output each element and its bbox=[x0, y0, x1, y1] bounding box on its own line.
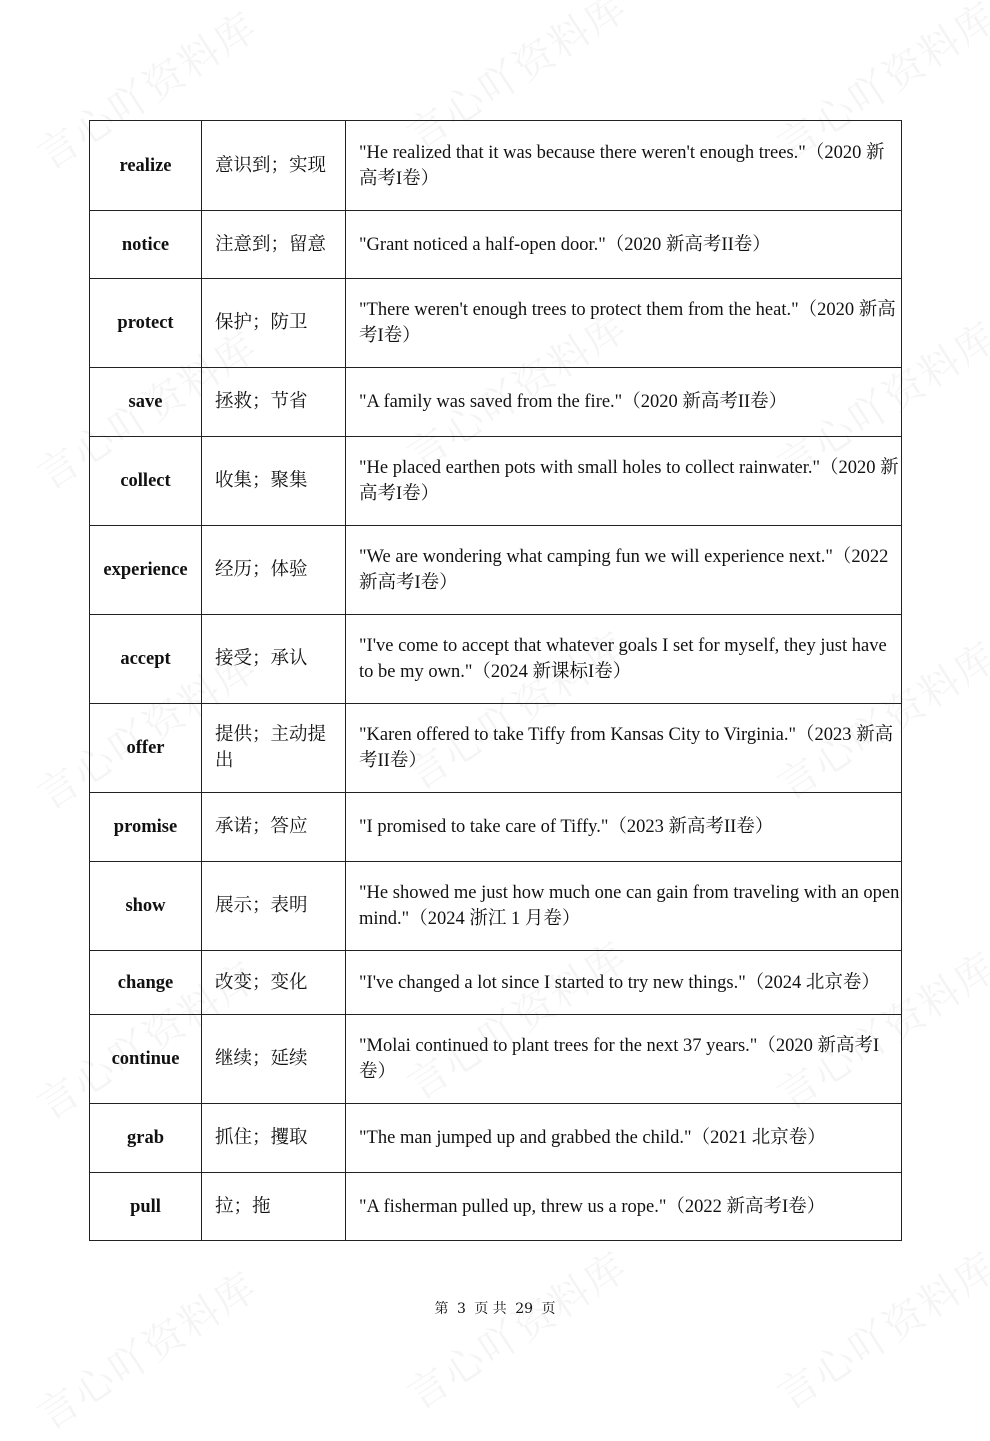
example-cell: "Grant noticed a half-open door."（2020 新高考II卷） bbox=[346, 211, 902, 279]
example-cell: "He placed earthen pots with small holes to collect rainwater."（2020 新高考I卷） bbox=[346, 437, 902, 526]
word-cell: realize bbox=[90, 121, 202, 211]
watermark-text bbox=[25, 1256, 267, 1441]
table-row bbox=[90, 1104, 902, 1173]
table-row bbox=[90, 437, 902, 526]
word-cell: save bbox=[90, 368, 202, 437]
word-cell: collect bbox=[90, 437, 202, 526]
word-cell: experience bbox=[90, 526, 202, 615]
table-row bbox=[90, 279, 902, 368]
meaning-cell: 改变；变化 bbox=[202, 951, 346, 1015]
table-row bbox=[90, 1015, 902, 1104]
meaning-cell: 注意到；留意 bbox=[202, 211, 346, 279]
page-footer-middle: 页 共 bbox=[474, 1301, 507, 1317]
word-cell: grab bbox=[90, 1104, 202, 1173]
example-cell: "I promised to take care of Tiffy."（2023 新高考II卷） bbox=[346, 793, 902, 862]
page-total: 29 bbox=[515, 1301, 534, 1317]
page-number: 3 bbox=[456, 1301, 466, 1317]
page-footer-prefix: 第 bbox=[434, 1301, 449, 1317]
meaning-cell: 继续；延续 bbox=[202, 1015, 346, 1104]
table-row bbox=[90, 615, 902, 704]
table-row bbox=[90, 704, 902, 793]
vocabulary-table bbox=[89, 120, 902, 1241]
meaning-cell: 接受；承认 bbox=[202, 615, 346, 704]
meaning-cell: 保护；防卫 bbox=[202, 279, 346, 368]
meaning-cell: 抓住；攫取 bbox=[202, 1104, 346, 1173]
meaning-cell: 承诺；答应 bbox=[202, 793, 346, 862]
example-cell: "I've changed a lot since I started to try new things."（2024 北京卷） bbox=[346, 951, 902, 1015]
table-row bbox=[90, 951, 902, 1015]
watermark-text bbox=[765, 1236, 990, 1421]
example-cell: "The man jumped up and grabbed the child."（2021 北京卷） bbox=[346, 1104, 902, 1173]
example-cell: "Molai continued to plant trees for the next 37 years."（2020 新高考I卷） bbox=[346, 1015, 902, 1104]
word-cell: protect bbox=[90, 279, 202, 368]
word-cell: notice bbox=[90, 211, 202, 279]
example-cell: "He showed me just how much one can gain from traveling with an open mind."（2024 浙江 1 月卷） bbox=[346, 862, 902, 951]
page-footer-suffix: 页 bbox=[541, 1301, 556, 1317]
example-cell: "A family was saved from the fire."（2020 新高考II卷） bbox=[346, 368, 902, 437]
table-row bbox=[90, 526, 902, 615]
table-row bbox=[90, 211, 902, 279]
meaning-cell: 拯救；节省 bbox=[202, 368, 346, 437]
watermark-text bbox=[395, 1236, 637, 1421]
meaning-cell: 意识到；实现 bbox=[202, 121, 346, 211]
meaning-cell: 拉；拖 bbox=[202, 1173, 346, 1241]
word-cell: promise bbox=[90, 793, 202, 862]
example-cell: "He realized that it was because there weren't enough trees."（2020 新高考I卷） bbox=[346, 121, 902, 211]
table-row bbox=[90, 368, 902, 437]
word-cell: pull bbox=[90, 1173, 202, 1241]
word-cell: offer bbox=[90, 704, 202, 793]
word-cell: accept bbox=[90, 615, 202, 704]
example-cell: "I've come to accept that whatever goals I set for myself, they just have to be my own."（2024 新课标I卷） bbox=[346, 615, 902, 704]
table-row bbox=[90, 1173, 902, 1241]
example-cell: "There weren't enough trees to protect them from the heat."（2020 新高考I卷） bbox=[346, 279, 902, 368]
meaning-cell: 提供；主动提出 bbox=[202, 704, 346, 793]
example-cell: "A fisherman pulled up, threw us a rope."（2022 新高考I卷） bbox=[346, 1173, 902, 1241]
meaning-cell: 收集；聚集 bbox=[202, 437, 346, 526]
page-footer bbox=[0, 1298, 990, 1318]
word-cell: continue bbox=[90, 1015, 202, 1104]
example-cell: "We are wondering what camping fun we will experience next."（2022 新高考I卷） bbox=[346, 526, 902, 615]
word-cell: change bbox=[90, 951, 202, 1015]
word-cell: show bbox=[90, 862, 202, 951]
table-row bbox=[90, 793, 902, 862]
meaning-cell: 经历；体验 bbox=[202, 526, 346, 615]
meaning-cell: 展示；表明 bbox=[202, 862, 346, 951]
example-cell: "Karen offered to take Tiffy from Kansas City to Virginia."（2023 新高考II卷） bbox=[346, 704, 902, 793]
table-row bbox=[90, 121, 902, 211]
table-row bbox=[90, 862, 902, 951]
